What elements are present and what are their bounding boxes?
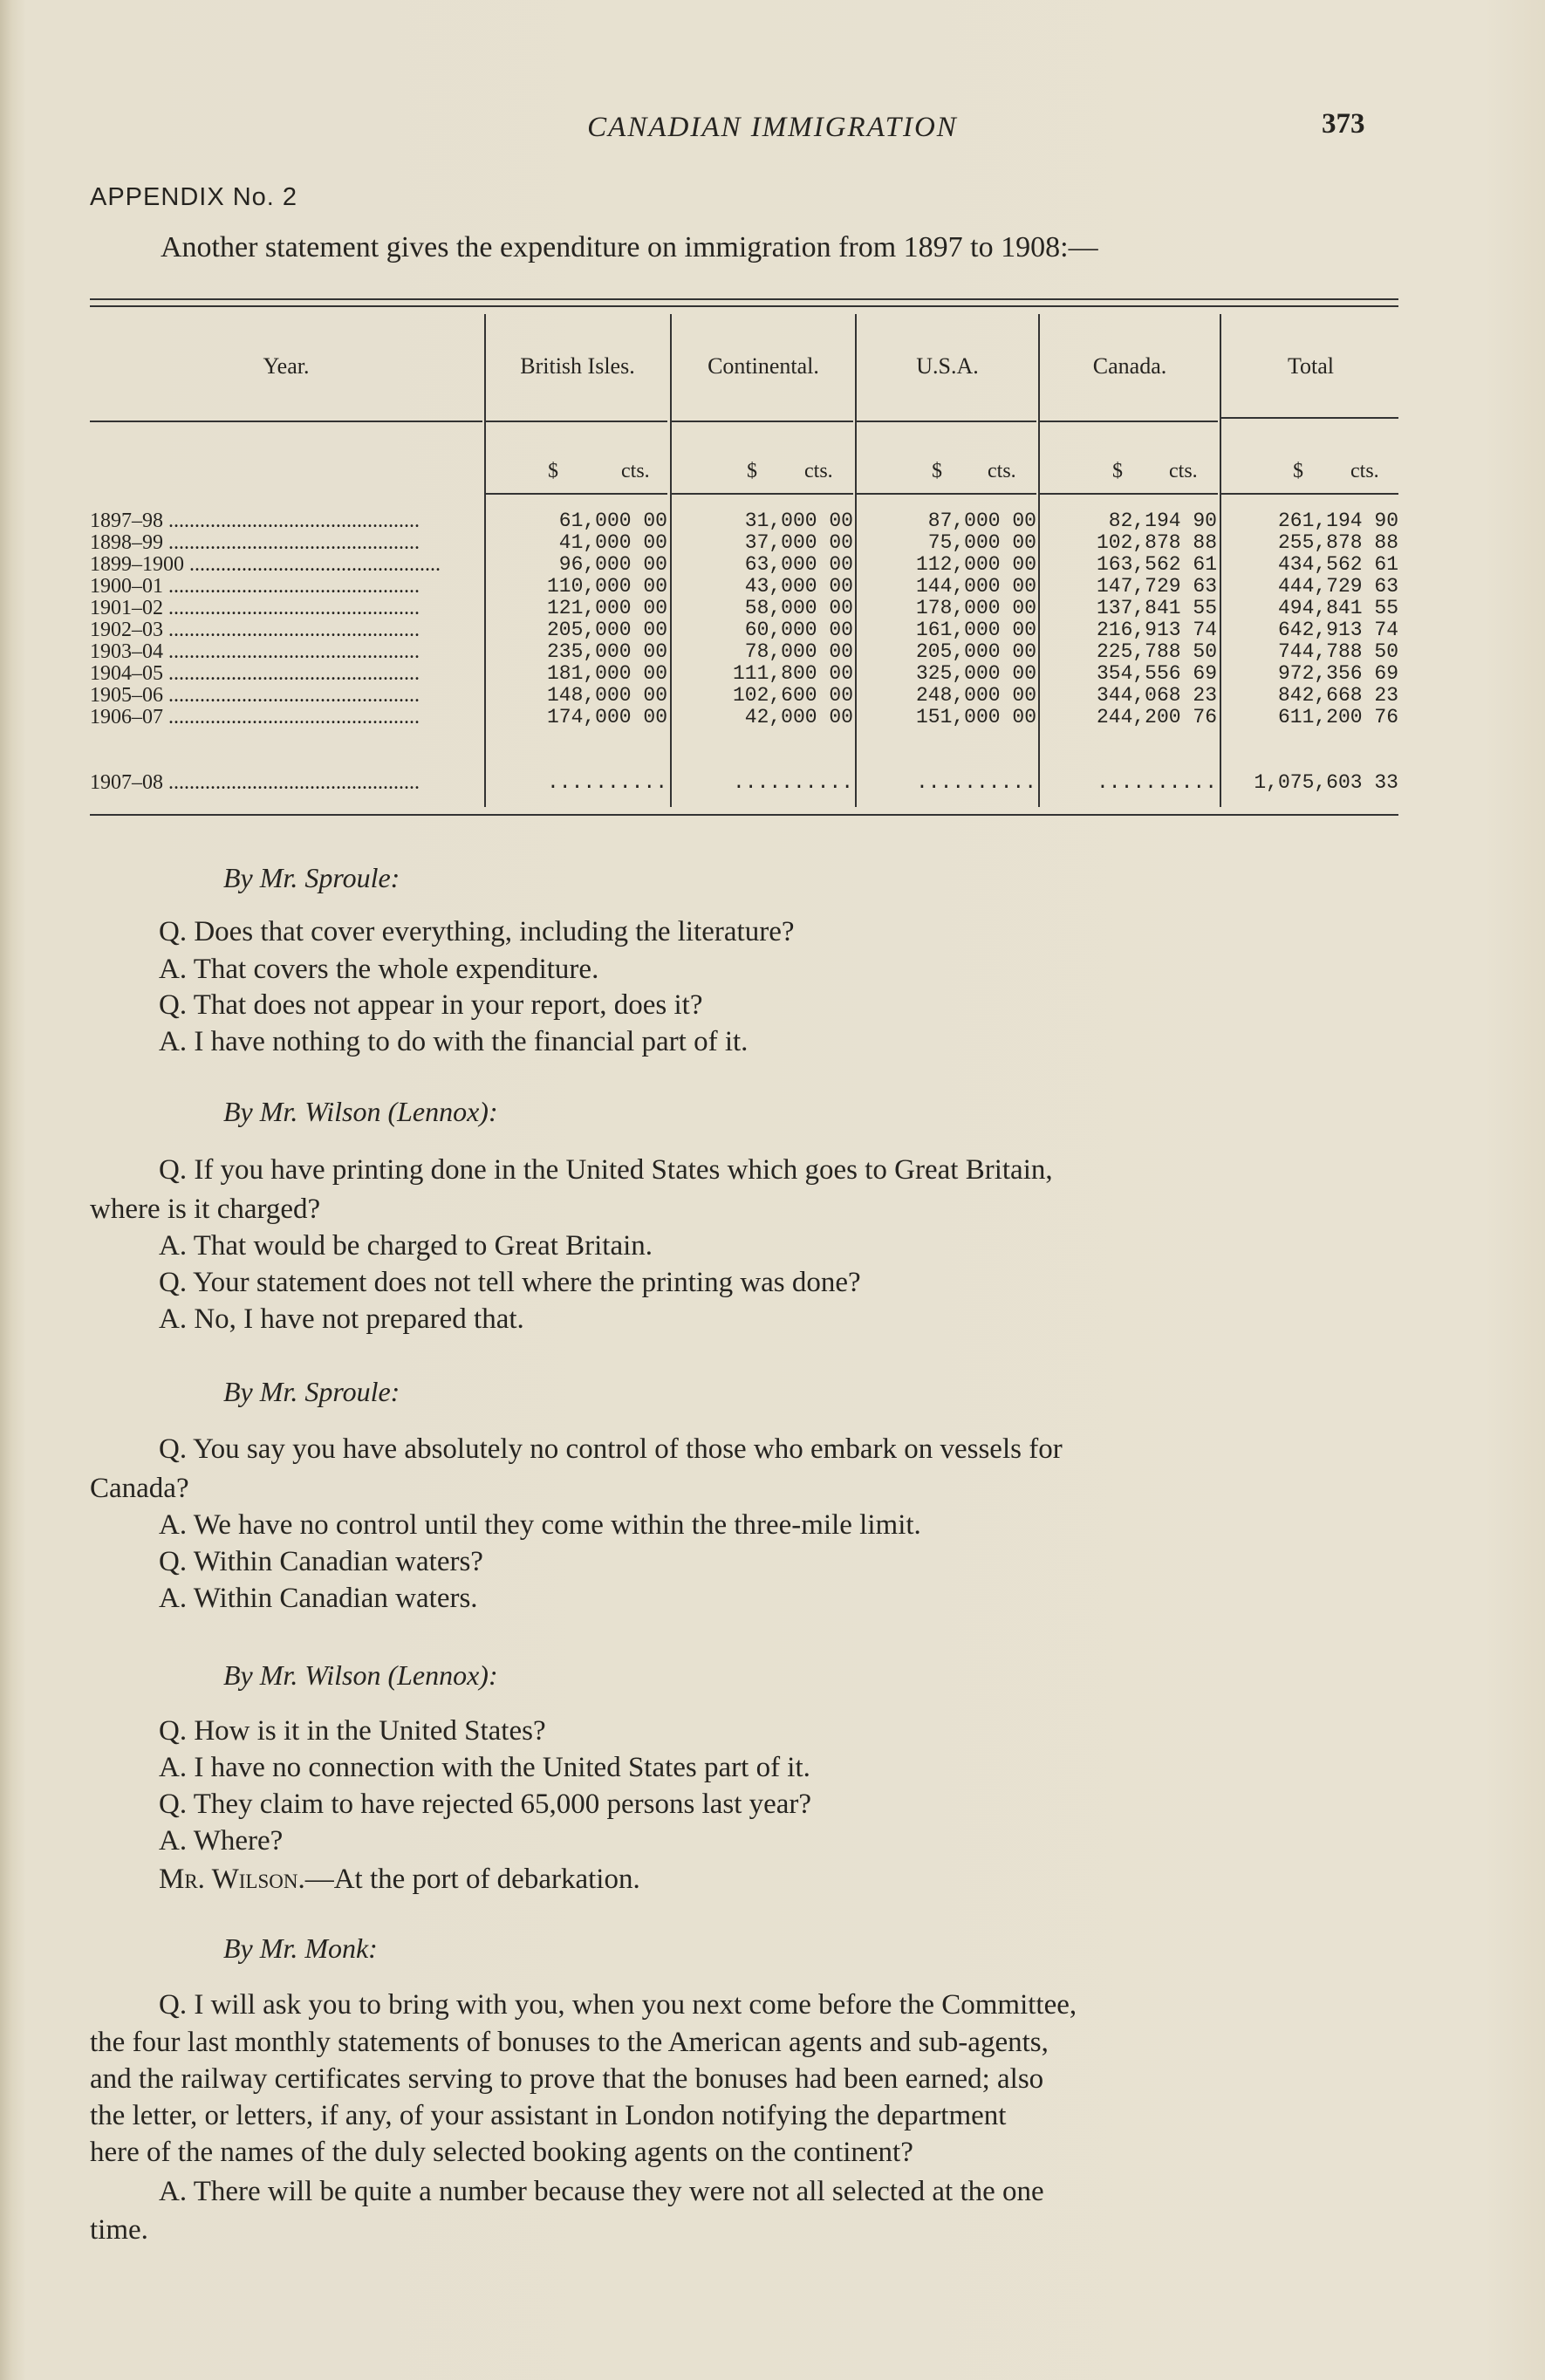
usa-cell: 87,000 00 — [927, 510, 1036, 532]
year-cell: 1903–04 ................................................ — [90, 640, 420, 663]
speaker-name: Mr. Wilson. — [159, 1864, 305, 1895]
testimony-line: and the railway certificates serving to prove that the bonuses had been earned; also — [90, 2063, 1044, 2095]
canada-cell: .......... — [1096, 771, 1217, 794]
table-top-rule-2 — [90, 305, 1398, 307]
continental-cell: .......... — [732, 771, 853, 794]
unit-cents: cts. — [621, 460, 650, 482]
testimony-line: time. — [90, 2214, 148, 2246]
byline: By Mr. Wilson (Lennox): — [223, 1659, 498, 1691]
total-cell: 494,841 55 — [1277, 597, 1398, 619]
header-underline — [90, 421, 482, 422]
testimony-line: A. That covers the whole expenditure. — [159, 954, 599, 985]
year-label: 1904–05 — [90, 662, 163, 685]
testimony-line: Q. They claim to have rejected 65,000 persons last year? — [159, 1788, 812, 1820]
testimony-line: Q. Your statement does not tell where the printing was done? — [159, 1267, 861, 1298]
year-cell: 1899–1900 ................................................ — [90, 553, 441, 576]
header-underline — [486, 421, 667, 422]
total-cell: 1,075,603 33 — [1254, 771, 1398, 794]
total-cell: 611,200 76 — [1277, 706, 1398, 728]
year-cell: 1898–99 ................................................ — [90, 531, 420, 554]
unit-dollar: $ — [548, 460, 558, 482]
year-cell: 1906–07 ................................................ — [90, 706, 420, 728]
year-label: 1907–08 — [90, 771, 163, 794]
testimony-line: the letter, or letters, if any, of your assistant in London notifying the department — [90, 2100, 1007, 2131]
column-divider — [1038, 314, 1040, 807]
header-underline — [857, 421, 1036, 422]
total-cell: 444,729 63 — [1277, 575, 1398, 598]
unit-cents: cts. — [1169, 460, 1198, 482]
column-header-continental: Continental. — [708, 353, 819, 379]
unit-dollar: $ — [932, 460, 942, 482]
page-number: 373 — [1322, 108, 1365, 140]
usa-cell: .......... — [915, 771, 1036, 794]
running-title: CANADIAN IMMIGRATION — [587, 112, 958, 143]
testimony-line: Q. I will ask you to bring with you, when you next come before the Committee, — [159, 1989, 1077, 2021]
usa-cell: 151,000 00 — [915, 706, 1036, 728]
year-cell: 1905–06 ................................................ — [90, 684, 420, 707]
continental-cell: 111,800 00 — [732, 662, 853, 685]
testimony-line: A. We have no control until they come within the three-mile limit. — [159, 1509, 921, 1541]
usa-cell: 75,000 00 — [927, 531, 1036, 554]
canada-cell: 354,556 69 — [1096, 662, 1217, 685]
unit-underline — [486, 493, 667, 495]
year-label: 1898–99 — [90, 531, 163, 554]
usa-cell: 161,000 00 — [915, 619, 1036, 641]
unit-cents: cts. — [988, 460, 1016, 482]
testimony-line: Q. If you have printing done in the United States which goes to Great Britain, — [159, 1154, 1053, 1186]
testimony-line: here of the names of the duly selected booking agents on the continent? — [90, 2137, 913, 2168]
testimony-line: A. I have no connection with the United States part of it. — [159, 1752, 810, 1783]
testimony-line: A. No, I have not prepared that. — [159, 1303, 524, 1335]
speaker-text: —At the port of debarkation. — [304, 1864, 640, 1895]
usa-cell: 205,000 00 — [915, 640, 1036, 663]
continental-cell: 31,000 00 — [744, 510, 853, 532]
canada-cell: 163,562 61 — [1096, 553, 1217, 576]
year-label: 1897–98 — [90, 510, 163, 532]
year-cell: 1904–05 ................................................ — [90, 662, 420, 685]
continental-cell: 63,000 00 — [744, 553, 853, 576]
british-isles-cell: 148,000 00 — [546, 684, 667, 707]
canada-cell: 216,913 74 — [1096, 619, 1217, 641]
unit-cents: cts. — [1350, 460, 1379, 482]
british-isles-cell: 174,000 00 — [546, 706, 667, 728]
british-isles-cell: 41,000 00 — [558, 531, 667, 554]
canada-cell: 102,878 88 — [1096, 531, 1217, 554]
canada-cell: 147,729 63 — [1096, 575, 1217, 598]
column-header-total: Total — [1287, 353, 1335, 379]
unit-underline — [1221, 493, 1398, 495]
usa-cell: 144,000 00 — [915, 575, 1036, 598]
total-cell: 972,356 69 — [1277, 662, 1398, 685]
continental-cell: 60,000 00 — [744, 619, 853, 641]
total-cell: 642,913 74 — [1277, 619, 1398, 641]
testimony-line: Q. Within Canadian waters? — [159, 1546, 483, 1577]
column-header-usa: U.S.A. — [916, 353, 979, 379]
byline: By Mr. Monk: — [223, 1932, 378, 1964]
canada-cell: 225,788 50 — [1096, 640, 1217, 663]
testimony-line: Q. That does not appear in your report, does it? — [159, 989, 703, 1021]
unit-underline — [857, 493, 1036, 495]
byline: By Mr. Sproule: — [223, 862, 400, 893]
unit-dollar: $ — [1293, 460, 1303, 482]
unit-underline — [672, 493, 853, 495]
unit-dollar: $ — [1112, 460, 1123, 482]
unit-underline — [1040, 493, 1218, 495]
british-isles-cell: 235,000 00 — [546, 640, 667, 663]
continental-cell: 42,000 00 — [744, 706, 853, 728]
year-cell: 1902–03 ................................................ — [90, 619, 420, 641]
testimony-line: A. That would be charged to Great Britain. — [159, 1230, 653, 1262]
total-cell: 842,668 23 — [1277, 684, 1398, 707]
british-isles-cell: 110,000 00 — [546, 575, 667, 598]
total-cell: 255,878 88 — [1277, 531, 1398, 554]
continental-cell: 58,000 00 — [744, 597, 853, 619]
intro-text: Another statement gives the expenditure on immigration from 1897 to 1908:— — [161, 231, 1098, 263]
usa-cell: 112,000 00 — [915, 553, 1036, 576]
testimony-line: A. There will be quite a number because they were not all selected at the one — [159, 2176, 1044, 2207]
year-label: 1901–02 — [90, 597, 163, 619]
total-cell: 744,788 50 — [1277, 640, 1398, 663]
testimony-line: Canada? — [90, 1473, 189, 1504]
table-top-rule — [90, 298, 1398, 300]
british-isles-cell: 205,000 00 — [546, 619, 667, 641]
continental-cell: 37,000 00 — [744, 531, 853, 554]
year-cell: 1900–01 ................................................ — [90, 575, 420, 598]
column-divider — [855, 314, 857, 807]
year-cell: 1897–98 ................................................ — [90, 510, 420, 532]
testimony-line: Q. Does that cover everything, including the literature? — [159, 916, 795, 947]
unit-dollar: $ — [747, 460, 757, 482]
appendix-label: APPENDIX No. 2 — [90, 183, 298, 211]
year-label: 1899–1900 — [90, 553, 184, 576]
testimony-line: where is it charged? — [90, 1193, 321, 1225]
column-header-year: Year. — [263, 353, 310, 379]
british-isles-cell: .......... — [546, 771, 667, 794]
testimony-line: A. Where? — [159, 1825, 284, 1857]
testimony-line: A. I have nothing to do with the financial part of it. — [159, 1026, 749, 1057]
column-header-british-isles: British Isles. — [520, 353, 635, 379]
british-isles-cell: 61,000 00 — [558, 510, 667, 532]
year-label: 1902–03 — [90, 619, 163, 641]
unit-cents: cts. — [804, 460, 833, 482]
continental-cell: 43,000 00 — [744, 575, 853, 598]
testimony-line: Q. How is it in the United States? — [159, 1715, 546, 1747]
usa-cell: 178,000 00 — [915, 597, 1036, 619]
testimony-line — [159, 1864, 640, 1896]
total-cell: 434,562 61 — [1277, 553, 1398, 576]
testimony-line: the four last monthly statements of bonuses to the American agents and sub-agents, — [90, 2027, 1049, 2058]
year-label: 1906–07 — [90, 706, 163, 728]
testimony-line: A. Within Canadian waters. — [159, 1583, 478, 1614]
usa-cell: 325,000 00 — [915, 662, 1036, 685]
continental-cell: 78,000 00 — [744, 640, 853, 663]
canada-cell: 344,068 23 — [1096, 684, 1217, 707]
column-divider — [670, 314, 672, 807]
british-isles-cell: 121,000 00 — [546, 597, 667, 619]
column-header-canada: Canada. — [1092, 353, 1167, 379]
header-underline — [1221, 417, 1398, 419]
continental-cell: 102,600 00 — [732, 684, 853, 707]
byline: By Mr. Sproule: — [223, 1376, 400, 1407]
british-isles-cell: 96,000 00 — [558, 553, 667, 576]
year-label: 1905–06 — [90, 684, 163, 707]
year-cell: 1907–08 ................................................ — [90, 771, 420, 794]
british-isles-cell: 181,000 00 — [546, 662, 667, 685]
table-bottom-rule — [90, 814, 1398, 816]
canada-cell: 137,841 55 — [1096, 597, 1217, 619]
header-underline — [1040, 421, 1218, 422]
usa-cell: 248,000 00 — [915, 684, 1036, 707]
canada-cell: 244,200 76 — [1096, 706, 1217, 728]
year-label: 1903–04 — [90, 640, 163, 663]
column-divider — [1220, 314, 1221, 807]
canada-cell: 82,194 90 — [1108, 510, 1217, 532]
year-label: 1900–01 — [90, 575, 163, 598]
column-divider — [484, 314, 486, 807]
total-cell: 261,194 90 — [1277, 510, 1398, 532]
testimony-line: Q. You say you have absolutely no control of those who embark on vessels for — [159, 1433, 1063, 1465]
year-cell: 1901–02 ................................................ — [90, 597, 420, 619]
byline: By Mr. Wilson (Lennox): — [223, 1096, 498, 1127]
header-underline — [672, 421, 853, 422]
